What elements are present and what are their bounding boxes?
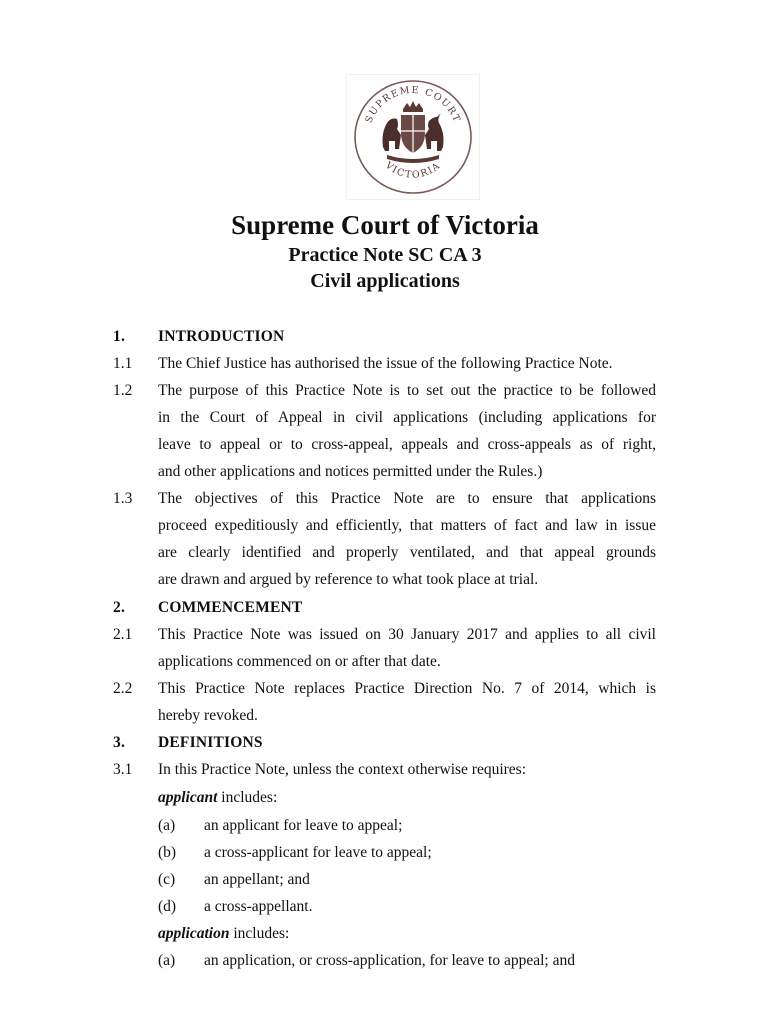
defined-term: application [158,925,230,942]
paragraph-number: 1.3 [113,490,133,507]
paragraph-text: leave to appeal or to cross-appeal, appeals and cross-appeals as of right, [158,436,656,453]
section-heading: DEFINITIONS [158,734,263,751]
list-item-label: (b) [158,844,177,861]
paragraph-text: applications commenced on or after that date. [158,653,441,670]
section-heading: COMMENCEMENT [158,599,303,616]
paragraph-text: and other applications and notices permitted under the Rules.) [158,463,543,480]
title-block [0,208,770,294]
paragraph-text: The Chief Justice has authorised the issue of the following Practice Note. [158,355,613,372]
paragraph-number: 1.2 [113,382,133,399]
list-item-text: an appellant; and [204,871,310,888]
list-item-label: (a) [158,817,176,834]
paragraph-text: proceed expeditiously and efficiently, that matters of fact and law in issue [158,517,656,534]
definition-row [158,788,277,808]
seal-bottom-text: VICTORIA [382,160,444,181]
paragraph-number: 2.1 [113,626,133,643]
paragraph-number: 3.1 [113,761,133,778]
document-title: Supreme Court of Victoria [231,210,539,240]
seal-top-text: SUPREME COURT [363,84,463,125]
section-heading: INTRODUCTION [158,328,285,345]
paragraph-number: 2.2 [113,680,133,697]
paragraph-number: 1.1 [113,355,133,372]
paragraph-text: in the Court of Appeal in civil applications (including applications for [158,409,656,426]
list-item-label: (c) [158,871,176,888]
paragraph-text: are clearly identified and properly ventilated, and that appeal grounds [158,544,656,561]
section-number: 1. [113,328,126,345]
paragraph-text: hereby revoked. [158,707,258,724]
paragraph-text: In this Practice Note, unless the context otherwise requires: [158,761,527,778]
list-item-text: an applicant for leave to appeal; [204,817,403,834]
practice-note-number: Practice Note SC CA 3 [288,244,482,266]
court-seal [346,74,480,200]
paragraph-text: The purpose of this Practice Note is to set out the practice to be followed [158,382,656,399]
court-seal-icon [347,75,479,199]
section-number: 3. [113,734,126,751]
definition-intro: includes: [229,925,290,942]
section-number: 2. [113,599,126,616]
paragraph-text: are drawn and argued by reference to what took place at trial. [158,571,539,588]
paragraph-text: This Practice Note was issued on 30 January 2017 and applies to all civil [158,626,656,643]
list-item-text: a cross-appellant. [204,898,313,915]
paragraph-text: This Practice Note replaces Practice Direction No. 7 of 2014, which is [158,680,656,697]
definition-row [158,924,289,944]
defined-term: applicant [158,789,218,806]
list-item-text: an application, or cross-application, for leave to appeal; and [204,952,575,969]
definition-intro: includes: [217,789,278,806]
list-item-text: a cross-applicant for leave to appeal; [204,844,432,861]
list-item-label: (a) [158,952,176,969]
list-item-label: (d) [158,898,177,915]
document-subject: Civil applications [310,270,460,292]
paragraph-text: The objectives of this Practice Note are to ensure that applications [158,490,656,507]
